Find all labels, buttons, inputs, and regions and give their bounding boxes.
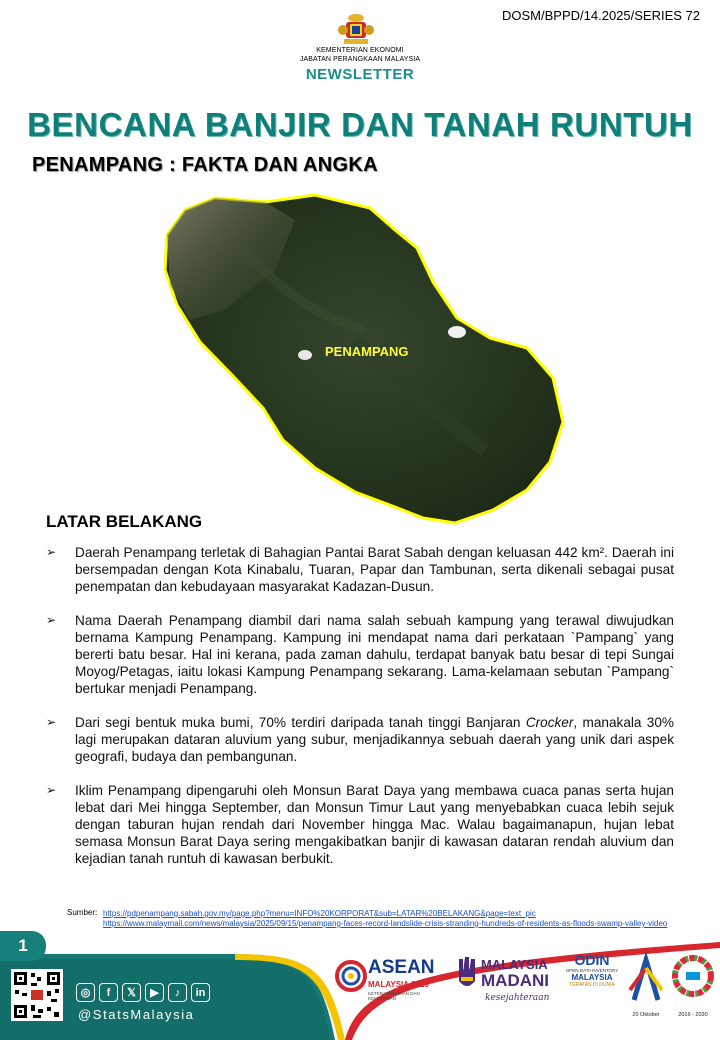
statistics-day-date: 20 Oktober — [632, 1012, 660, 1018]
sdg-logo — [670, 950, 716, 1022]
series-code: DOSM/BPPD/14.2025/SERIES 72 — [502, 8, 700, 23]
qr-code-icon[interactable] — [11, 969, 63, 1021]
bullet-text-part: Dari segi bentuk muka bumi, 70% terdiri daripada tanah tinggi Banjaran — [75, 715, 526, 730]
statistics-day-icon — [624, 950, 668, 1008]
bullet-text-part: , manakala 30% lagi merupakan dataran aluvium yang subur, menjadikannya sebuah daerah yang unik dari aspek geografi, budaya dan pembangunan. — [75, 715, 674, 764]
bullet-text: Iklim Penampang dipengaruhi oleh Monsun Barat Daya yang membawa cuaca panas serta hujan lebat dari Mei hingga September, dan Monsun Timur Laut yang menyebabkan cuaca lebih sejuk dengan taburan hujan rendah dari November hingga Mac. Walau bagaimanapun, hujan lebat semasa Monsun Barat Daya sering mengakibatkan banjir di kawasan dataran rendah aluvium dan kejadian tanah runtuh di kawasan berbukit. — [75, 783, 674, 866]
bullet-arrow-icon: ➢ — [46, 783, 57, 797]
social-handle[interactable]: @StatsMalaysia — [78, 1007, 195, 1022]
bullet-text: Daerah Penampang terletak di Bahagian Pantai Barat Sabah dengan keluasan 442 km². Daerah ini bersempadan dengan Kota Kinabalu, Tuaran, Papar dan Tambunan, serta dikenali sebagai pusat penempatan dan kebudayaan masyarakat Kadazan-Dusun. — [75, 545, 674, 594]
madani-line2: MADANI — [481, 971, 549, 990]
instagram-icon[interactable]: ◎ — [76, 983, 95, 1002]
odin-line: OPEN DATA INVENTORY — [565, 968, 619, 973]
background-bullets — [46, 544, 674, 884]
department-name: JABATAN PERANGKAAN MALAYSIA — [299, 56, 421, 63]
madani-line1: MALAYSIA — [481, 957, 548, 972]
newsletter-label: NEWSLETTER — [305, 66, 415, 83]
penampang-satellite-map — [155, 190, 575, 530]
sdg-years: 2016 - 2030 — [678, 1012, 708, 1018]
ministry-name: KEMENTERIAN EKONOMI — [316, 47, 404, 54]
section-title: LATAR BELAKANG — [46, 512, 203, 531]
linkedin-icon[interactable]: in — [191, 983, 210, 1002]
bullet-arrow-icon: ➢ — [46, 715, 57, 729]
asean-tag: KETERANGKUMAN DAN KEMAPANAN — [368, 991, 420, 1001]
list-item — [46, 782, 674, 867]
sources-label: Sumber: — [67, 908, 98, 917]
social-icons — [76, 983, 210, 1002]
statistics-day-logo — [624, 950, 668, 1022]
asean-text: ASEAN — [368, 957, 435, 978]
malaysia-crest-icon — [338, 12, 374, 46]
source-link[interactable]: https://pdpenampang.sabah.gov.my/page.php?menu=INFO%20KORPORAT&sub=LATAR%20BELAKANG&page=text_pic — [103, 909, 536, 918]
asean-malaysia-2025-logo — [334, 953, 444, 1023]
odin-rank: TERATAS DI DUNIA — [569, 982, 615, 988]
bullet-arrow-icon: ➢ — [46, 545, 57, 559]
sdg-wheel-icon — [670, 950, 716, 1008]
list-item — [46, 544, 674, 595]
bullet-arrow-icon: ➢ — [46, 613, 57, 627]
list-item — [46, 612, 674, 697]
odin-logo — [562, 950, 622, 1020]
list-item — [46, 714, 674, 765]
malaysia-madani-logo — [455, 953, 555, 1023]
map-label-penampang: PENAMPANG — [325, 344, 409, 359]
youtube-icon[interactable]: ▶ — [145, 983, 164, 1002]
facebook-icon[interactable]: f — [99, 983, 118, 1002]
bullet-emphasis: Crocker — [525, 715, 574, 730]
x-icon[interactable]: 𝕏 — [122, 983, 141, 1002]
odin-name: ODIN — [574, 952, 610, 968]
page-subtitle: PENAMPANG : FAKTA DAN ANGKA — [32, 154, 378, 176]
madani-line3: kesejahteraan — [485, 993, 550, 1003]
madani-hand-icon — [455, 953, 479, 993]
page-number: 1 — [0, 931, 46, 961]
source-link[interactable]: https://www.malaymail.com/news/malaysia/2025/09/15/penampang-faces-record-landslide-crisis-stranding-hundreds-of-residents-as-floods-swamp-valley-video — [103, 919, 668, 928]
asean-sub: MALAYSIA 2025 — [368, 980, 429, 989]
odin-country: MALAYSIA — [571, 973, 613, 982]
page-title: BENCANA BANJIR DAN TANAH RUNTUH — [27, 106, 693, 143]
bullet-text: Nama Daerah Penampang diambil dari nama salah sebuah kampung yang terawal diwujudkan bernama Kampung Penampang. Kampung ini mendapat nama dari perkataan `Pampang` yang bererti batu besar. Hal ini kerana, pada zaman dahulu, terdapat banyak batu besar di tepi Sungai Moyog/Petagas, iaitu lokasi Kampung Penampang sekarang. Lama-kelamaan sebutan `Pampang` bertukar menjadi Penampang. — [75, 613, 674, 696]
tiktok-icon[interactable]: ♪ — [168, 983, 187, 1002]
asean-swirl-icon — [334, 953, 368, 999]
